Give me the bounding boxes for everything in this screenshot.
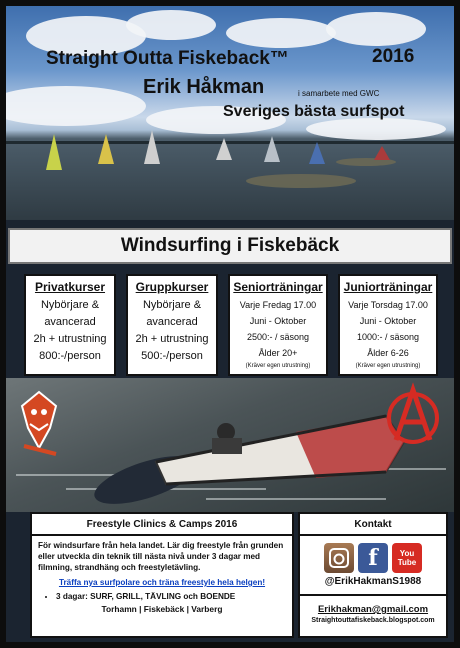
- contact-box: [298, 512, 448, 638]
- course-line: Nybörjare &: [142, 299, 202, 311]
- course-junior: [338, 274, 438, 376]
- course-line: 2h + utrustning: [33, 333, 107, 345]
- course-line: Ålder 20+: [258, 348, 298, 358]
- hero-tagline: Sveriges bästa surfspot: [223, 103, 405, 120]
- contact-heading: Kontakt: [300, 514, 446, 536]
- instagram-icon[interactable]: [324, 543, 354, 573]
- devil-logo-icon: [16, 388, 62, 458]
- freestyle-box: [30, 512, 294, 638]
- course-title: Juniorträningar: [343, 280, 433, 294]
- facebook-icon[interactable]: f: [358, 543, 388, 573]
- course-line: 800:-/person: [39, 350, 101, 362]
- course-line: Ålder 6-26: [367, 348, 409, 358]
- hero-photo: [6, 6, 454, 220]
- course-note: (Kräver egen utrustning): [245, 363, 311, 369]
- windsurfer-illustration: [86, 402, 416, 512]
- freestyle-heading: Freestyle Clinics & Camps 2016: [32, 514, 292, 536]
- title-banner: Windsurfing i Fiskebäck: [8, 228, 452, 264]
- course-line: 2h + utrustning: [135, 333, 209, 345]
- course-senior: [228, 274, 328, 376]
- course-line: Varje Torsdag 17.00: [348, 300, 428, 310]
- email-link[interactable]: Erikhakman@gmail.com: [317, 604, 429, 615]
- course-title: Gruppkurser: [135, 280, 209, 294]
- hero-year: 2016: [372, 46, 415, 67]
- anarchy-logo-icon: [384, 382, 442, 452]
- course-line: Juni - Oktober: [359, 316, 417, 326]
- course-line: 2500:- / säsong: [246, 332, 310, 342]
- course-line: Juni - Oktober: [249, 316, 307, 326]
- course-private: [24, 274, 116, 376]
- course-title: Seniorträningar: [233, 280, 323, 294]
- youtube-icon[interactable]: You Tube: [392, 543, 422, 573]
- action-photo: [6, 378, 454, 512]
- social-section: [300, 536, 446, 596]
- course-line: avancerad: [146, 316, 198, 328]
- freestyle-bullet: • 3 dagar: SURF, GRILL, TÄVLING och BOENDE: [56, 591, 286, 602]
- course-note: (Kräver egen utrustning): [355, 363, 421, 369]
- hero-collab: i samarbete med GWC: [298, 89, 380, 98]
- course-line: Varje Fredag 17.00: [239, 300, 317, 310]
- course-line: avancerad: [44, 316, 96, 328]
- course-line: 1000:- / säsong: [356, 332, 420, 342]
- hero-name: Erik Håkman: [143, 76, 265, 98]
- freestyle-link[interactable]: Träffa nya surfpolare och träna freestyle hela helgen!: [58, 578, 266, 587]
- freestyle-body: För windsurfare från hela landet. Lär dig freestyle från grunden eller utveckla din teknik till nästa nivå under 3 dagar med filmning, strandhäng och freestyletävling.: [38, 541, 284, 572]
- course-line: 500:-/person: [141, 350, 203, 362]
- social-handle: @ErikHakmanS1988: [324, 576, 422, 587]
- course-group: [126, 274, 218, 376]
- course-line: Nybörjare &: [40, 299, 100, 311]
- hero-title: Straight Outta Fiskeback™: [46, 48, 289, 69]
- course-title: Privatkurser: [34, 280, 106, 294]
- freestyle-locations: Torhamn | Fiskebäck | Varberg: [101, 604, 223, 614]
- blog-link[interactable]: Straightouttafiskeback.blogspot.com: [311, 617, 435, 624]
- poster: [6, 6, 454, 642]
